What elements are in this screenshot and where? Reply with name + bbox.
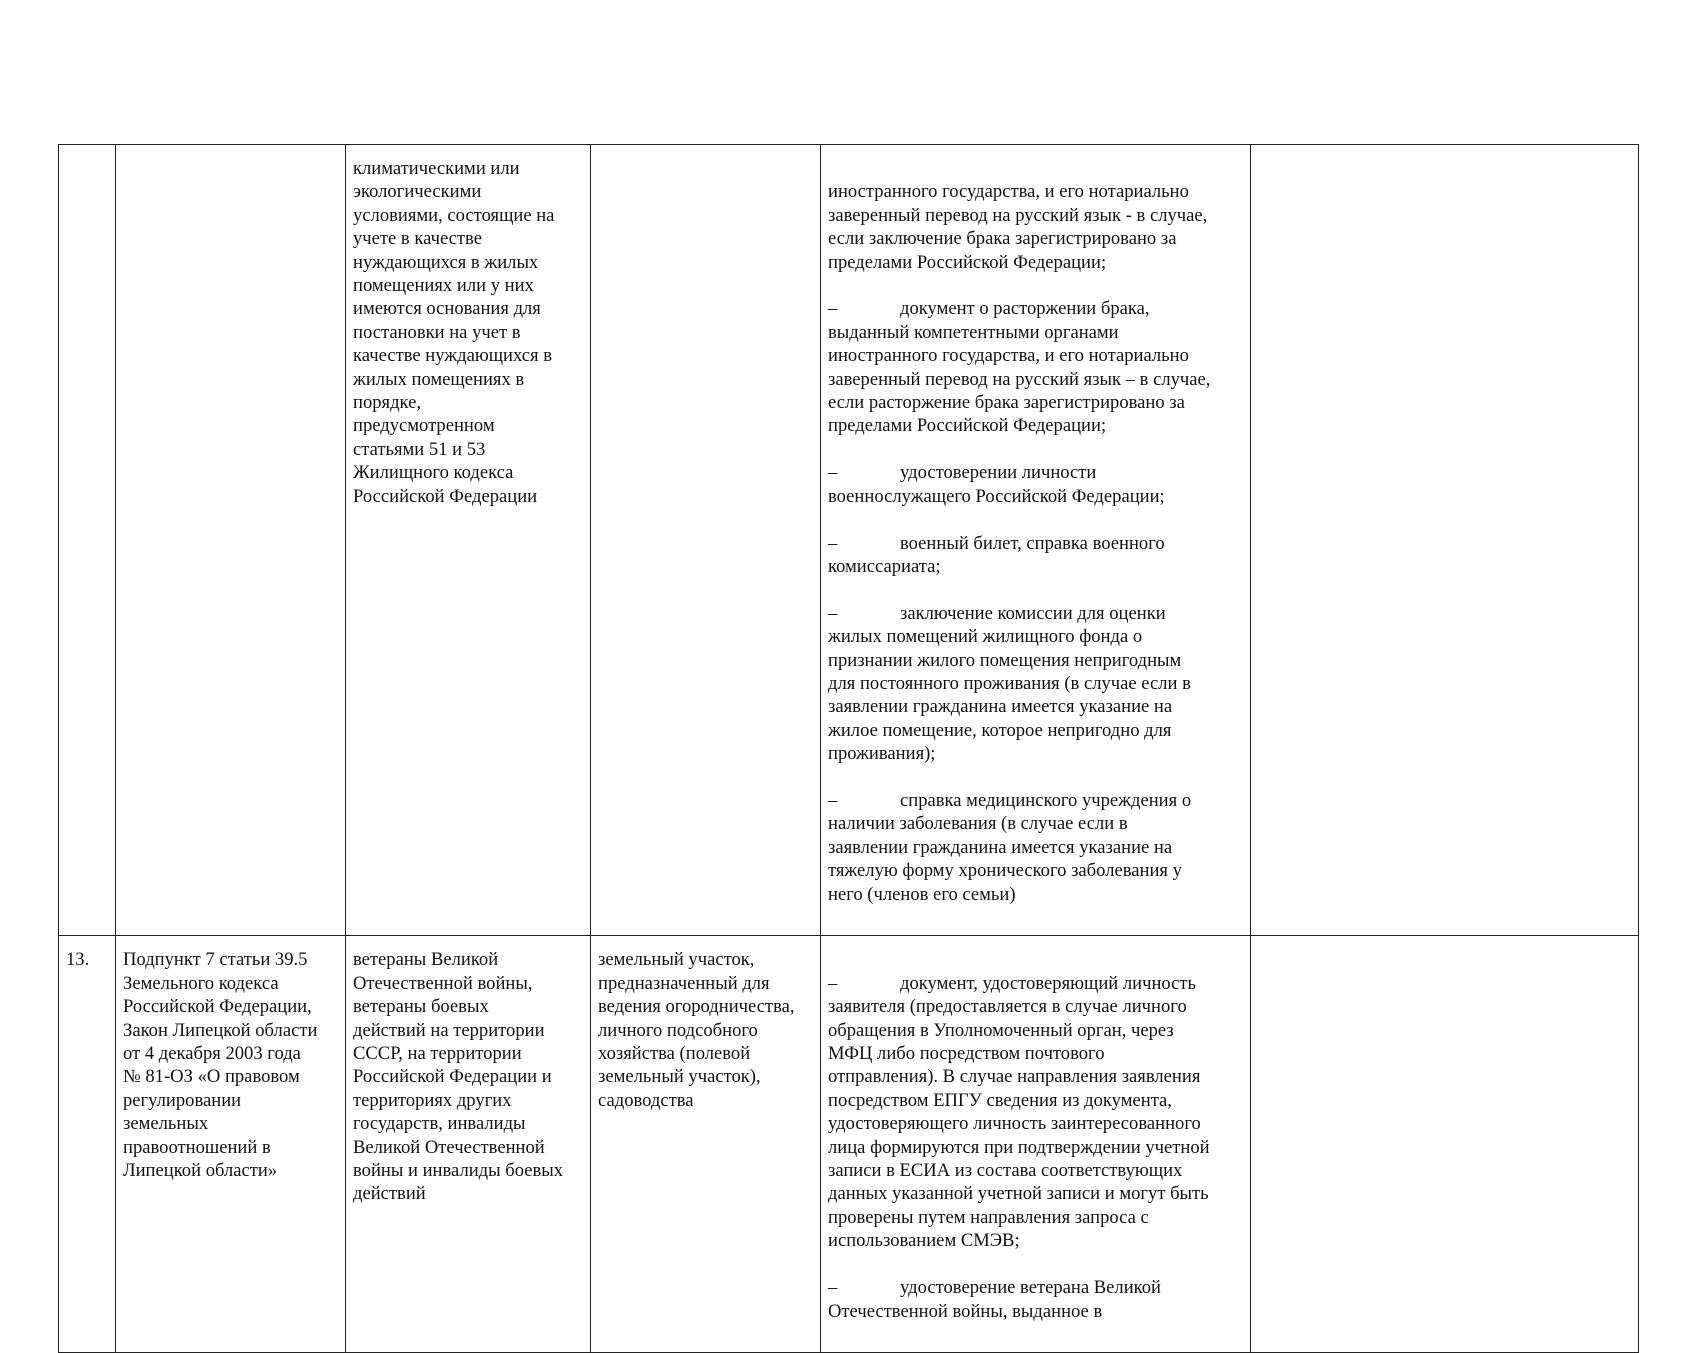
- cell-applicant-category: ветераны Великой Отечественной войны, ветераны боевых действий на территории СССР, на территории Российской Федерации и территориях других государств, инвалиды Великой Отечественной войны и инвалиды боевых действий: [346, 936, 591, 1353]
- document-item: – документ, удостоверяющий личность заявителя (предоставляется в случае личного обращения в Уполномоченный орган, через МФЦ либо посредством почтового отправления). В случае направления заявления посредством ЕПГУ сведения из документа, удостоверяющего личность заинтересованного лица формируются при подтверждении учетной записи в ЕСИА из состава соответствующих данных указанной учетной записи и могут быть проверены путем направления запроса с использованием СМЭВ;: [828, 972, 1210, 1252]
- document-item: – военный билет, справка военного комиссариата;: [828, 532, 1165, 577]
- document-item: – документ о расторжении брака, выданный компетентными органами иностранного государства, и его нотариально заверенный перевод на русский язык – в случае, если расторжение брака зарегистрировано за пределами Российской Федерации;: [828, 298, 1211, 437]
- cell-required-documents: [821, 145, 1251, 936]
- cell-land-purpose: [591, 145, 821, 936]
- list-dash: –: [828, 602, 838, 624]
- cell-applicant-category: климатическими или экологическими условиями, состоящие на учете в качестве нуждающихся в жилых помещениях или у них имеются основания для постановки на учет в качестве нуждающихся в жилых помещениях в порядке, предусмотренном статьями 51 и 53 Жилищного кодекса Российской Федерации: [346, 145, 591, 936]
- document-item: – удостоверение ветерана Великой Отечественной войны, выданное в: [828, 1277, 1161, 1322]
- list-dash: –: [828, 1277, 838, 1299]
- cell-notes: [1251, 145, 1639, 936]
- cell-number: [59, 145, 116, 936]
- cell-notes: [1251, 936, 1639, 1353]
- document-item: – заключение комиссии для оценки жилых помещений жилищного фонда о признании жилого помещения непригодным для постоянного проживания (в случае если в заявлении гражданина имеется указание на жилое помещение, которое непригодно для проживания);: [828, 602, 1191, 765]
- cell-legal-basis: Подпункт 7 статьи 39.5 Земельного кодекса Российской Федерации, Закон Липецкой области от 4 декабря 2003 года № 81-ОЗ «О правовом регулировании земельных правоотношений в Липецкой области»: [116, 936, 346, 1353]
- document-item: иностранного государства, и его нотариально заверенный перевод на русский язык - в случае, если заключение брака зарегистрировано за пределами Российской Федерации;: [828, 181, 1208, 273]
- list-dash: –: [828, 532, 838, 554]
- cell-required-documents: [821, 936, 1251, 1353]
- document-table: [58, 144, 1639, 1353]
- cell-number: 13.: [59, 936, 116, 1353]
- table-row: [59, 145, 1639, 936]
- list-dash: –: [828, 972, 838, 994]
- document-item: – справка медицинского учреждения о наличии заболевания (в случае если в заявлении гражданина имеется указание на тяжелую форму хронического заболевания у него (членов его семьи): [828, 789, 1192, 905]
- cell-legal-basis: [116, 145, 346, 936]
- list-dash: –: [828, 462, 838, 484]
- cell-land-purpose: земельный участок, предназначенный для ведения огородничества, личного подсобного хозяйства (полевой земельный участок), садоводства: [591, 936, 821, 1353]
- list-dash: –: [828, 789, 838, 811]
- table-row: [59, 936, 1639, 1353]
- document-item: – удостоверении личности военнослужащего Российской Федерации;: [828, 462, 1165, 507]
- list-dash: –: [828, 298, 838, 320]
